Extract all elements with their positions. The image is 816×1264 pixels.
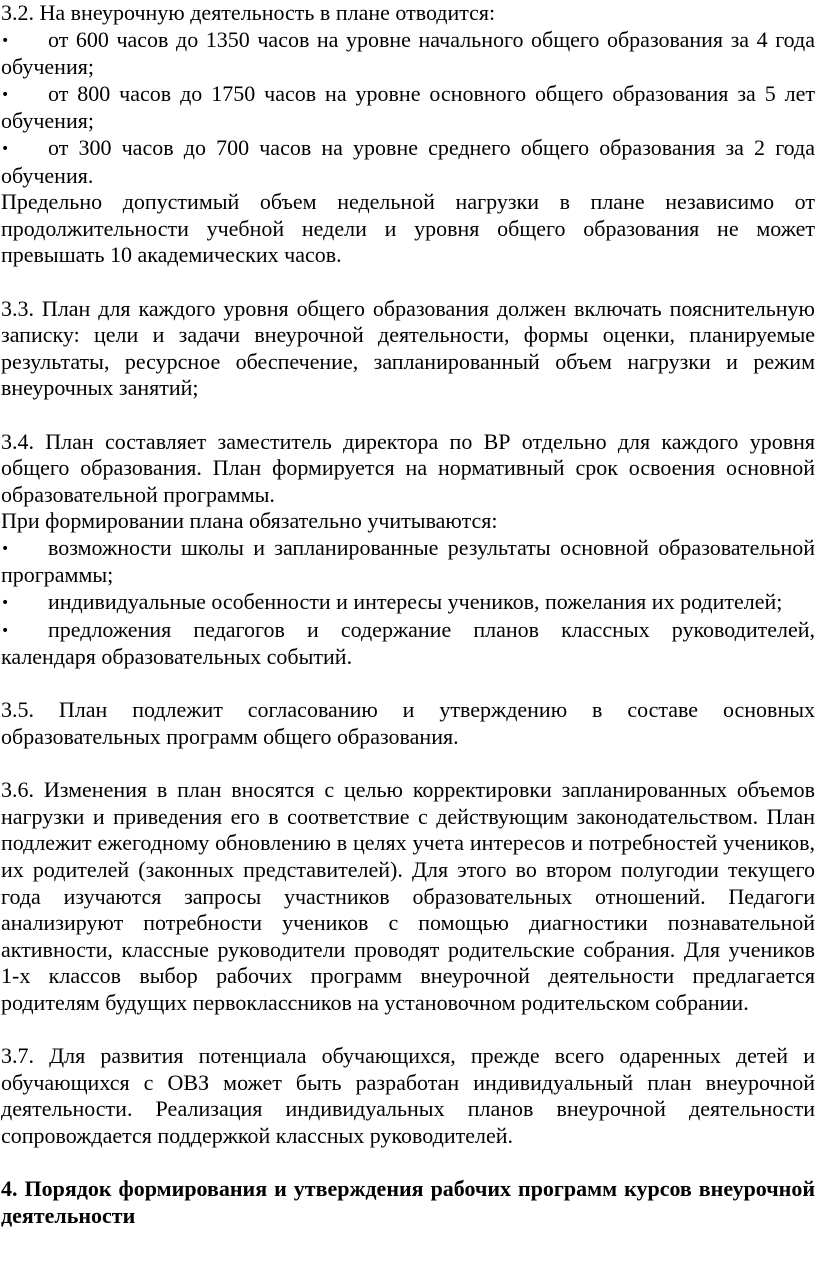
list-item — [1, 617, 815, 671]
bullet-icon: • — [1, 595, 10, 612]
paragraph-gap — [1, 671, 815, 698]
section-3-4-text: 3.4. План составляет заместитель директора по ВР отдельно для каждого уровня общего образования. План формируется на нормативный срок освоения основной образовательной программы. — [1, 428, 815, 507]
section-3-7-text: 3.7. Для развития потенциала обучающихся, прежде всего одаренных детей и обучающихся с ОВЗ может быть разработан индивидуальный план внеурочной деятельности. Реализация индивидуальных планов внеурочной деятельности сопровождается поддержкой классных руководителей. — [1, 1043, 815, 1148]
bullet-text: от 800 часов до 1750 часов на уровне основного общего образования за 5 лет обучения; — [1, 80, 815, 134]
list-item — [1, 589, 815, 617]
list-item — [1, 81, 815, 135]
bullet-text: предложения педагогов и содержание планов классных руководителей, календаря образовательных событий. — [1, 616, 815, 670]
paragraph-gap — [1, 1150, 815, 1177]
bullet-text: от 600 часов до 1350 часов на уровне начального общего образования за 4 года обучения; — [1, 26, 815, 80]
bullet-icon: • — [1, 622, 10, 639]
bullet-text: возможности школы и запланированные результаты основной образовательной программы; — [1, 534, 815, 588]
section-3-5-text: 3.5. План подлежит согласованию и утверждению в составе основных образовательных программ общего образования. — [1, 697, 815, 750]
bullet-icon: • — [1, 540, 10, 557]
paragraph-gap — [1, 269, 815, 296]
bullet-icon: • — [1, 32, 10, 49]
section-3-3-text: 3.3. План для каждого уровня общего образования должен включать пояснительную записку: цели и задачи внеурочной деятельности, формы оценки, планируемые результаты, ресурсное обеспечение, запланированный объем нагрузки и режим внеурочных занятий; — [1, 295, 815, 401]
list-item — [1, 535, 815, 589]
list-item — [1, 27, 815, 81]
paragraph-gap — [1, 402, 815, 429]
section-3-4-intro: При формировании плана обязательно учитываются: — [1, 508, 498, 534]
list-item — [1, 135, 815, 189]
section-3-2-text: Предельно допустимый объем недельной нагрузки в плане независимо от продолжительности учебной недели и уровня общего образования не может превышать 10 академических часов. — [1, 189, 815, 268]
bullet-text: индивидуальные особенности и интересы учеников, пожелания их родителей; — [48, 589, 783, 615]
section-3-6-text: 3.6. Изменения в план вносятся с целью корректировки запланированных объемов нагрузки и приведения его в соответствие с действующим законодательством. План подлежит ежегодному обновлению в целях учета интересов и потребностей учеников, их родителей (законных представителей). Для этого во втором полугодии текущего года изучаются запросы участников образовательных отношений. Педагоги анализируют потребности учеников с помощью диагностики познавательной активности, классные руководители проводят родительские собрания. Для учеников 1-х классов выбор рабочих программ внеурочной деятельности предлагается родителям будущих первоклассников на установочном родительском собрании. — [1, 777, 815, 1015]
section-3-2-heading: 3.2. На внеурочную деятельность в плане отводится: — [1, 0, 496, 25]
bullet-icon: • — [1, 140, 10, 157]
bullet-text: от 300 часов до 700 часов на уровне среднего общего образования за 2 года обучения. — [1, 134, 815, 188]
paragraph-gap — [1, 751, 815, 778]
bullet-icon: • — [1, 86, 10, 103]
section-4-heading: 4. Порядок формирования и утверждения рабочих программ курсов внеурочной деятельности — [1, 1176, 815, 1228]
paragraph-gap — [1, 1017, 815, 1044]
